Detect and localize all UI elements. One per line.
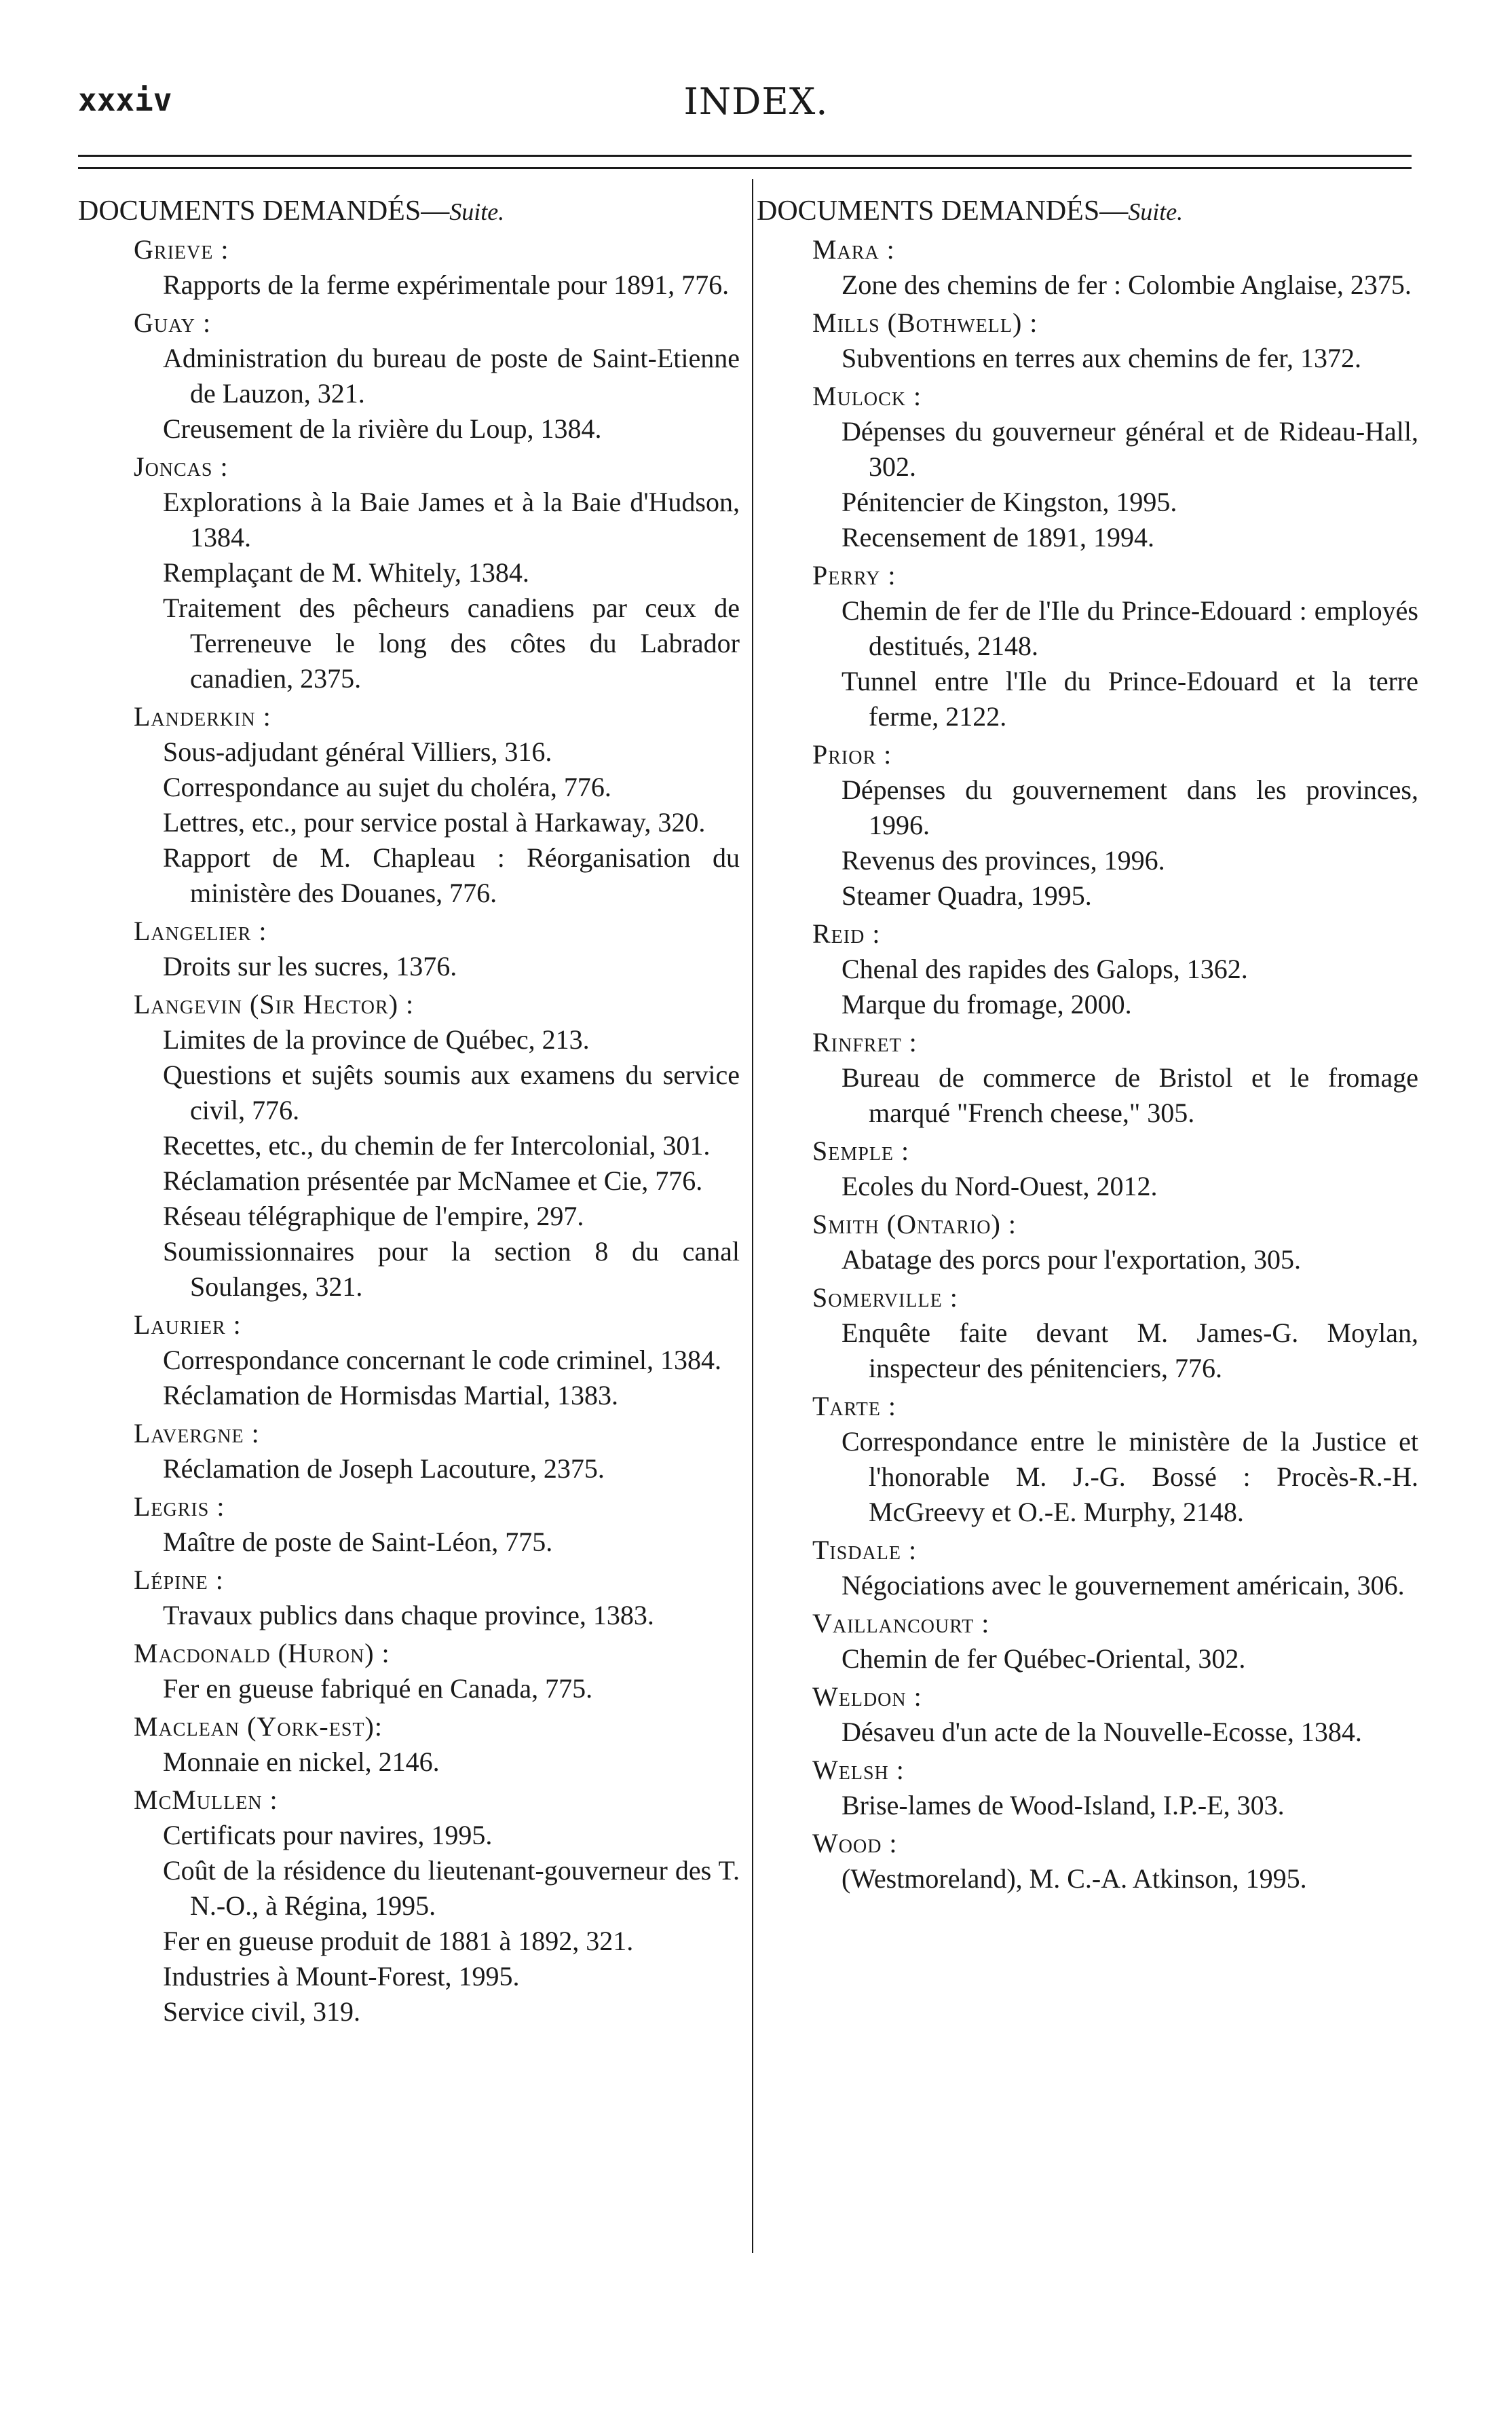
index-name [134, 449, 740, 485]
index-name-text: Tarte : [812, 1391, 896, 1421]
index-entry: Dépenses du gouvernement dans les provinces, 1996. [842, 774, 1418, 840]
index-entry: Revenus des provinces, 1996. [842, 845, 1165, 876]
index-name-text: Maclean (York-est): [134, 1711, 383, 1742]
index-name [812, 379, 1418, 414]
index-entry: Réclamation de Hormisdas Martial, 1383. [163, 1380, 618, 1410]
index-entry: Correspondance au sujet du choléra, 776. [163, 772, 611, 802]
index-name-text: Smith (Ontario) : [812, 1209, 1017, 1239]
index-entry: Industries à Mount-Forest, 1995. [163, 1961, 520, 1992]
index-name [812, 1134, 1418, 1169]
index-entry: Désaveu d'un acte de la Nouvelle-Ecosse, 1384. [842, 1717, 1362, 1747]
index-entry: Pénitencier de Kingston, 1995. [842, 487, 1177, 517]
index-entry: Traitement des pêcheurs canadiens par ceux de Terreneuve le long des côtes du Labrador canadien, 2375. [163, 593, 740, 694]
index-name-text: Guay : [134, 307, 212, 338]
index-name-text: Grieve : [134, 234, 229, 265]
left-column [78, 193, 740, 2030]
index-name-text: Lavergne : [134, 1418, 260, 1449]
index-name-text: Semple : [812, 1136, 910, 1166]
index-name-text: Somerville : [812, 1282, 958, 1313]
index-entry: Bureau de commerce de Bristol et le fromage marqué "French cheese," 305. [842, 1062, 1418, 1128]
index-name [134, 1636, 740, 1671]
index-entry: Ecoles du Nord-Ouest, 2012. [842, 1171, 1158, 1201]
index-entry: Steamer Quadra, 1995. [842, 880, 1092, 911]
index-entry: Dépenses du gouverneur général et de Rideau-Hall, 302. [842, 416, 1418, 482]
index-entry: Explorations à la Baie James et à la Baie d'Hudson, 1384. [163, 487, 740, 553]
index-name [134, 1709, 740, 1744]
index-entry: Fer en gueuse fabriqué en Canada, 775. [163, 1673, 593, 1704]
index-name [812, 1826, 1418, 1861]
index-name [812, 737, 1418, 772]
index-entry: Monnaie en nickel, 2146. [163, 1746, 440, 1777]
index-entry: Soumissionnaires pour la section 8 du canal Soulanges, 321. [163, 1236, 740, 1302]
index-entry: Recensement de 1891, 1994. [842, 522, 1154, 553]
index-entry: Administration du bureau de poste de Saint-Etienne de Lauzon, 321. [163, 343, 740, 409]
index-name [812, 1025, 1418, 1060]
index-name [134, 1416, 740, 1451]
right-column [757, 193, 1418, 1896]
index-name-text: Prior : [812, 739, 892, 770]
index-name-text: Joncas : [134, 451, 229, 482]
index-name [812, 1533, 1418, 1568]
index-name [134, 232, 740, 267]
index-name [812, 1207, 1418, 1242]
index-entry: Réseau télégraphique de l'empire, 297. [163, 1201, 584, 1231]
index-entry: Correspondance entre le ministère de la Justice et l'honorable M. J.-G. Bossé : Procès-R.-H. McGreevy et O.-E. Murphy, 2148. [842, 1426, 1418, 1527]
index-name-text: Mulock : [812, 381, 922, 411]
page-number: xxxiv [78, 81, 172, 118]
index-entry: Chemin de fer de l'Ile du Prince-Edouard : employés destitués, 2148. [842, 595, 1418, 661]
index-name-text: Landerkin : [134, 701, 271, 732]
column-heading-text: DOCUMENTS DEMANDÉS— [78, 195, 450, 227]
column-heading-text: DOCUMENTS DEMANDÉS— [757, 195, 1129, 227]
index-name [134, 1489, 740, 1525]
column-heading [757, 193, 1418, 229]
index-entry: Rapports de la ferme expérimentale pour 1891, 776. [163, 269, 730, 300]
index-name-text: Perry : [812, 560, 896, 591]
index-name-text: Rinfret : [812, 1027, 918, 1058]
index-entry: Subventions en terres aux chemins de fer, 1372. [842, 343, 1361, 373]
column-heading-suffix: Suite. [1128, 198, 1184, 225]
index-entry: Travaux publics dans chaque province, 1383. [163, 1600, 654, 1630]
index-entry: Maître de poste de Saint-Léon, 775. [163, 1527, 553, 1557]
index-name-text: Langelier : [134, 916, 267, 946]
index-entry: Fer en gueuse produit de 1881 à 1892, 321. [163, 1926, 634, 1956]
index-name-text: Vaillancourt : [812, 1608, 990, 1639]
index-entry: Chenal des rapides des Galops, 1362. [842, 954, 1248, 984]
index-entry: Limites de la province de Québec, 213. [163, 1024, 590, 1055]
index-entry: Coût de la résidence du lieutenant-gouverneur des T. N.-O., à Régina, 1995. [163, 1855, 740, 1921]
index-entry: Brise-lames de Wood-Island, I.P.-E, 303. [842, 1790, 1285, 1820]
index-name-text: Laurier : [134, 1309, 242, 1340]
index-entry: Recettes, etc., du chemin de fer Intercolonial, 301. [163, 1130, 711, 1161]
index-entry: Enquête faite devant M. James-G. Moylan, inspecteur des pénitenciers, 776. [842, 1317, 1418, 1383]
index-entry: Creusement de la rivière du Loup, 1384. [163, 413, 602, 444]
index-entry: Tunnel entre l'Ile du Prince-Edouard et la terre ferme, 2122. [842, 666, 1418, 732]
index-name [134, 305, 740, 341]
index-entry: Marque du fromage, 2000. [842, 989, 1132, 1020]
index-name [812, 232, 1418, 267]
index-entry: Service civil, 319. [163, 1996, 361, 2027]
index-name-text: Macdonald (Huron) : [134, 1638, 390, 1668]
index-entry: Chemin de fer Québec-Oriental, 302. [842, 1643, 1246, 1674]
index-name-text: Mara : [812, 234, 895, 265]
index-name [812, 1679, 1418, 1715]
index-entry: Négociations avec le gouvernement américain, 306. [842, 1570, 1405, 1601]
index-entry: Correspondance concernant le code criminel, 1384. [163, 1345, 722, 1375]
index-entry: Abatage des porcs pour l'exportation, 305. [842, 1244, 1302, 1275]
index-name [812, 1280, 1418, 1315]
index-name [812, 1606, 1418, 1641]
index-name [134, 699, 740, 734]
page-title: INDEX. [683, 80, 829, 123]
index-name [134, 987, 740, 1022]
index-entry: Remplaçant de M. Whitely, 1384. [163, 557, 529, 588]
index-entry: Sous-adjudant général Villiers, 316. [163, 736, 552, 767]
index-name-text: Wood : [812, 1828, 898, 1858]
index-name-text: Tisdale : [812, 1535, 918, 1565]
index-name-text: Weldon : [812, 1681, 922, 1712]
index-entry: Réclamation présentée par McNamee et Cie, 776. [163, 1165, 703, 1196]
index-name-text: Lépine : [134, 1565, 224, 1595]
index-name [812, 558, 1418, 593]
header-rule-bottom [78, 167, 1412, 169]
index-name-text: Mills (Bothwell) : [812, 307, 1038, 338]
index-name-text: Reid : [812, 918, 881, 949]
index-entry: Droits sur les sucres, 1376. [163, 951, 457, 982]
index-name-text: McMullen : [134, 1784, 278, 1815]
column-heading-suffix: Suite. [449, 198, 505, 225]
index-entry: Certificats pour navires, 1995. [163, 1820, 493, 1850]
index-entry: Rapport de M. Chapleau : Réorganisation du ministère des Douanes, 776. [163, 842, 740, 908]
index-name [812, 305, 1418, 341]
index-name [812, 1389, 1418, 1424]
index-entry: Réclamation de Joseph Lacouture, 2375. [163, 1453, 605, 1484]
index-name-text: Welsh : [812, 1755, 905, 1785]
index-entry: Lettres, etc., pour service postal à Harkaway, 320. [163, 807, 706, 838]
index-entry: Zone des chemins de fer : Colombie Anglaise, 2375. [842, 269, 1412, 300]
column-divider [752, 179, 753, 2253]
index-entry: (Westmoreland), M. C.-A. Atkinson, 1995. [842, 1863, 1307, 1894]
index-name [812, 916, 1418, 952]
index-name [134, 1307, 740, 1343]
index-name [134, 1563, 740, 1598]
column-heading [78, 193, 740, 229]
index-name [134, 1782, 740, 1818]
index-entry: Questions et sujêts soumis aux examens du service civil, 776. [163, 1060, 740, 1125]
header-rule-top [78, 155, 1412, 157]
index-name-text: Legris : [134, 1491, 225, 1522]
index-name [812, 1753, 1418, 1788]
index-name-text: Langevin (Sir Hector) : [134, 989, 415, 1020]
index-name [134, 914, 740, 949]
